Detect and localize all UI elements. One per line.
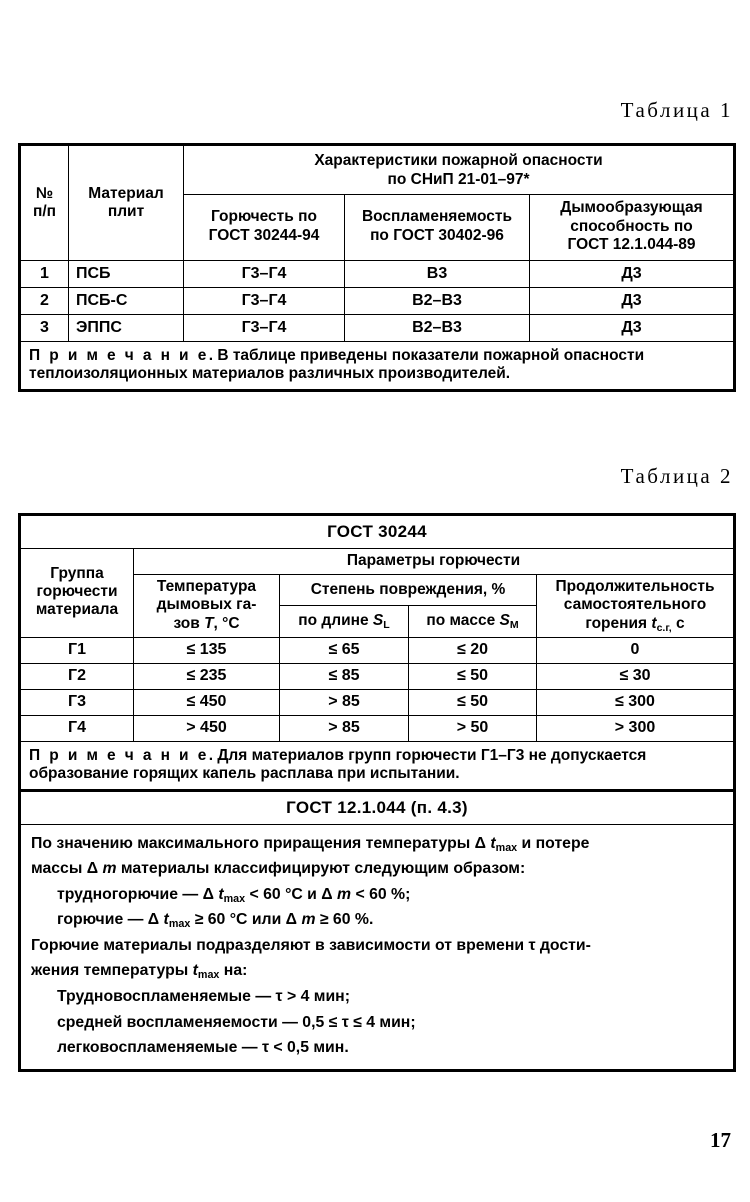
note-lead: П р и м е ч а н и е bbox=[29, 746, 209, 764]
table-row-header-group bbox=[20, 548, 735, 574]
text-line-8: средней воспламеняемости — 0,5 ≤ τ ≤ 4 мин; bbox=[57, 1013, 416, 1031]
page-number: 17 bbox=[710, 1128, 731, 1152]
table-row bbox=[20, 689, 735, 715]
cell-material: ПСБ-С bbox=[69, 287, 184, 314]
cell-material: ПСБ bbox=[69, 260, 184, 287]
table-row bbox=[20, 287, 735, 314]
fire-hazard-line2: по СНиП 21-01–97* bbox=[387, 170, 530, 188]
cell-flammability: В3 bbox=[345, 260, 530, 287]
header-cell-by-length: по длине $S_L$ bbox=[280, 606, 409, 637]
cell-temperature: ≤ 450 bbox=[134, 689, 280, 715]
note-body: . В таблице приведены показатели пожарной опасности теплоизоляционных материалов различных производителей. bbox=[29, 346, 645, 382]
cell-damage-mass: ≤ 20 bbox=[409, 637, 537, 663]
table-row-classification-text bbox=[20, 824, 735, 1070]
text-line-4: горючие — Δ $t_{max} \ge 60$ °C или Δ m ≥ 60 %. bbox=[57, 911, 374, 931]
table-row-header-group bbox=[20, 145, 735, 195]
cell-damage-length: ≤ 65 bbox=[280, 637, 409, 663]
group-line3: материала bbox=[35, 601, 119, 619]
table-fire-hazard-characteristics bbox=[18, 143, 736, 392]
table-row-note bbox=[20, 341, 735, 390]
text-line-5: Горючие материалы подразделяют в зависимости от времени τ дости- bbox=[31, 936, 591, 954]
header-cell-combustibility-params: Параметры горючести bbox=[134, 548, 735, 574]
text-line-2: массы Δ m материалы классифицируют следующим образом: bbox=[31, 860, 526, 878]
table-row-gost2-title bbox=[20, 790, 735, 824]
header-cell-fire-hazard-group bbox=[184, 145, 735, 195]
cell-group: Г2 bbox=[20, 663, 134, 689]
header-cell-by-mass: по массе $S_M$ bbox=[409, 606, 537, 637]
group-line2: горючести bbox=[36, 583, 118, 601]
table-row bbox=[20, 314, 735, 341]
header-cell-smoke-generation bbox=[530, 195, 735, 261]
cell-smoke-generation: Д3 bbox=[530, 260, 735, 287]
cell-damage-mass: ≤ 50 bbox=[409, 663, 537, 689]
text-line-3: трудногорючие — Δ $t_{max} < 60$ °C и Δ m < 60 %; bbox=[57, 885, 411, 905]
text-line-6: жения температуры $t_{max}$ на: bbox=[31, 962, 248, 982]
temp-line2: дымовых га- bbox=[156, 596, 257, 614]
cell-duration: > 300 bbox=[537, 715, 735, 741]
header-number-line2: п/п bbox=[32, 203, 57, 221]
flammability-line2: по ГОСТ 30402-96 bbox=[370, 227, 504, 245]
header-cell-number bbox=[20, 145, 69, 261]
cell-group: Г3 bbox=[20, 689, 134, 715]
table-combustibility-parameters bbox=[18, 513, 736, 1072]
table-1-caption: Таблица 1 bbox=[620, 98, 733, 122]
cell-damage-mass: > 50 bbox=[409, 715, 537, 741]
gost-30244-title: ГОСТ 30244 bbox=[20, 515, 735, 549]
cell-temperature: > 450 bbox=[134, 715, 280, 741]
table-row-gost-title bbox=[20, 515, 735, 549]
header-cell-flammability bbox=[345, 195, 530, 261]
smoke-line1: Дымообразующая bbox=[560, 199, 703, 217]
cell-number: 2 bbox=[20, 287, 69, 314]
header-number-line1: № bbox=[35, 184, 54, 202]
cell-combustibility: Г3–Г4 bbox=[184, 314, 345, 341]
cell-smoke-generation: Д3 bbox=[530, 314, 735, 341]
cell-material: ЭППС bbox=[69, 314, 184, 341]
fire-hazard-line1: Характеристики пожарной опасности bbox=[314, 152, 603, 169]
cell-temperature: ≤ 235 bbox=[134, 663, 280, 689]
cell-temperature: ≤ 135 bbox=[134, 637, 280, 663]
header-cell-material bbox=[69, 145, 184, 261]
header-cell-damage-degree: Степень повреждения, % bbox=[280, 575, 537, 606]
cell-smoke-generation: Д3 bbox=[530, 287, 735, 314]
cell-group: Г1 bbox=[20, 637, 134, 663]
cell-combustibility: Г3–Г4 bbox=[184, 287, 345, 314]
header-material-line2: плит bbox=[107, 203, 145, 221]
group-line1: Группа bbox=[50, 564, 104, 582]
gost-12-1-044-title: ГОСТ 12.1.044 (п. 4.3) bbox=[20, 790, 735, 824]
cell-damage-length: > 85 bbox=[280, 715, 409, 741]
table-row bbox=[20, 663, 735, 689]
header-cell-self-burning-duration bbox=[537, 575, 735, 638]
table-row-note bbox=[20, 741, 735, 790]
cell-number: 1 bbox=[20, 260, 69, 287]
table-1-note bbox=[20, 341, 735, 390]
cell-damage-mass: ≤ 50 bbox=[409, 689, 537, 715]
cell-number: 3 bbox=[20, 314, 69, 341]
duration-line3: горения $t_{с.г,}$ с bbox=[585, 614, 685, 634]
cell-damage-length: ≤ 85 bbox=[280, 663, 409, 689]
combustibility-line1: Горючесть по bbox=[211, 208, 317, 226]
cell-duration: 0 bbox=[537, 637, 735, 663]
text-line-7: Трудновоспламеняемые — τ > 4 мин; bbox=[57, 987, 350, 1005]
table-row bbox=[20, 260, 735, 287]
header-material-line1: Материал bbox=[88, 184, 164, 202]
note-body: . Для материалов групп горючести Г1–Г3 не допускается образование горящих капель расплава при испытании. bbox=[29, 746, 647, 782]
cell-duration: ≤ 300 bbox=[537, 689, 735, 715]
temp-line1: Температура bbox=[156, 578, 257, 595]
duration-line1: Продолжительность bbox=[555, 578, 715, 595]
cell-duration: ≤ 30 bbox=[537, 663, 735, 689]
cell-flammability: В2–В3 bbox=[345, 287, 530, 314]
table-2-note bbox=[20, 741, 735, 790]
cell-flammability: В2–В3 bbox=[345, 314, 530, 341]
text-line-9: легковоспламеняемые — τ < 0,5 мин. bbox=[57, 1039, 349, 1057]
flammability-line1: Воспламеняемость bbox=[361, 208, 513, 226]
header-cell-material-group bbox=[20, 548, 134, 637]
header-cell-combustibility bbox=[184, 195, 345, 261]
smoke-line2: способность по bbox=[570, 217, 693, 235]
classification-text-block bbox=[20, 824, 735, 1070]
note-lead: П р и м е ч а н и е bbox=[29, 346, 209, 364]
temp-line3: зов T, °C bbox=[173, 614, 240, 632]
duration-line2: самостоятельного bbox=[563, 596, 707, 614]
combustibility-line2: ГОСТ 30244-94 bbox=[208, 227, 320, 245]
table-row bbox=[20, 715, 735, 741]
header-cell-smoke-gas-temperature bbox=[134, 575, 280, 638]
cell-combustibility: Г3–Г4 bbox=[184, 260, 345, 287]
cell-group: Г4 bbox=[20, 715, 134, 741]
table-2-caption: Таблица 2 bbox=[620, 464, 733, 488]
smoke-line3: ГОСТ 12.1.044-89 bbox=[567, 236, 696, 254]
cell-damage-length: > 85 bbox=[280, 689, 409, 715]
table-row bbox=[20, 637, 735, 663]
text-line-1: По значению максимального приращения температуры Δ $t_{max}$ и потере bbox=[31, 834, 590, 854]
